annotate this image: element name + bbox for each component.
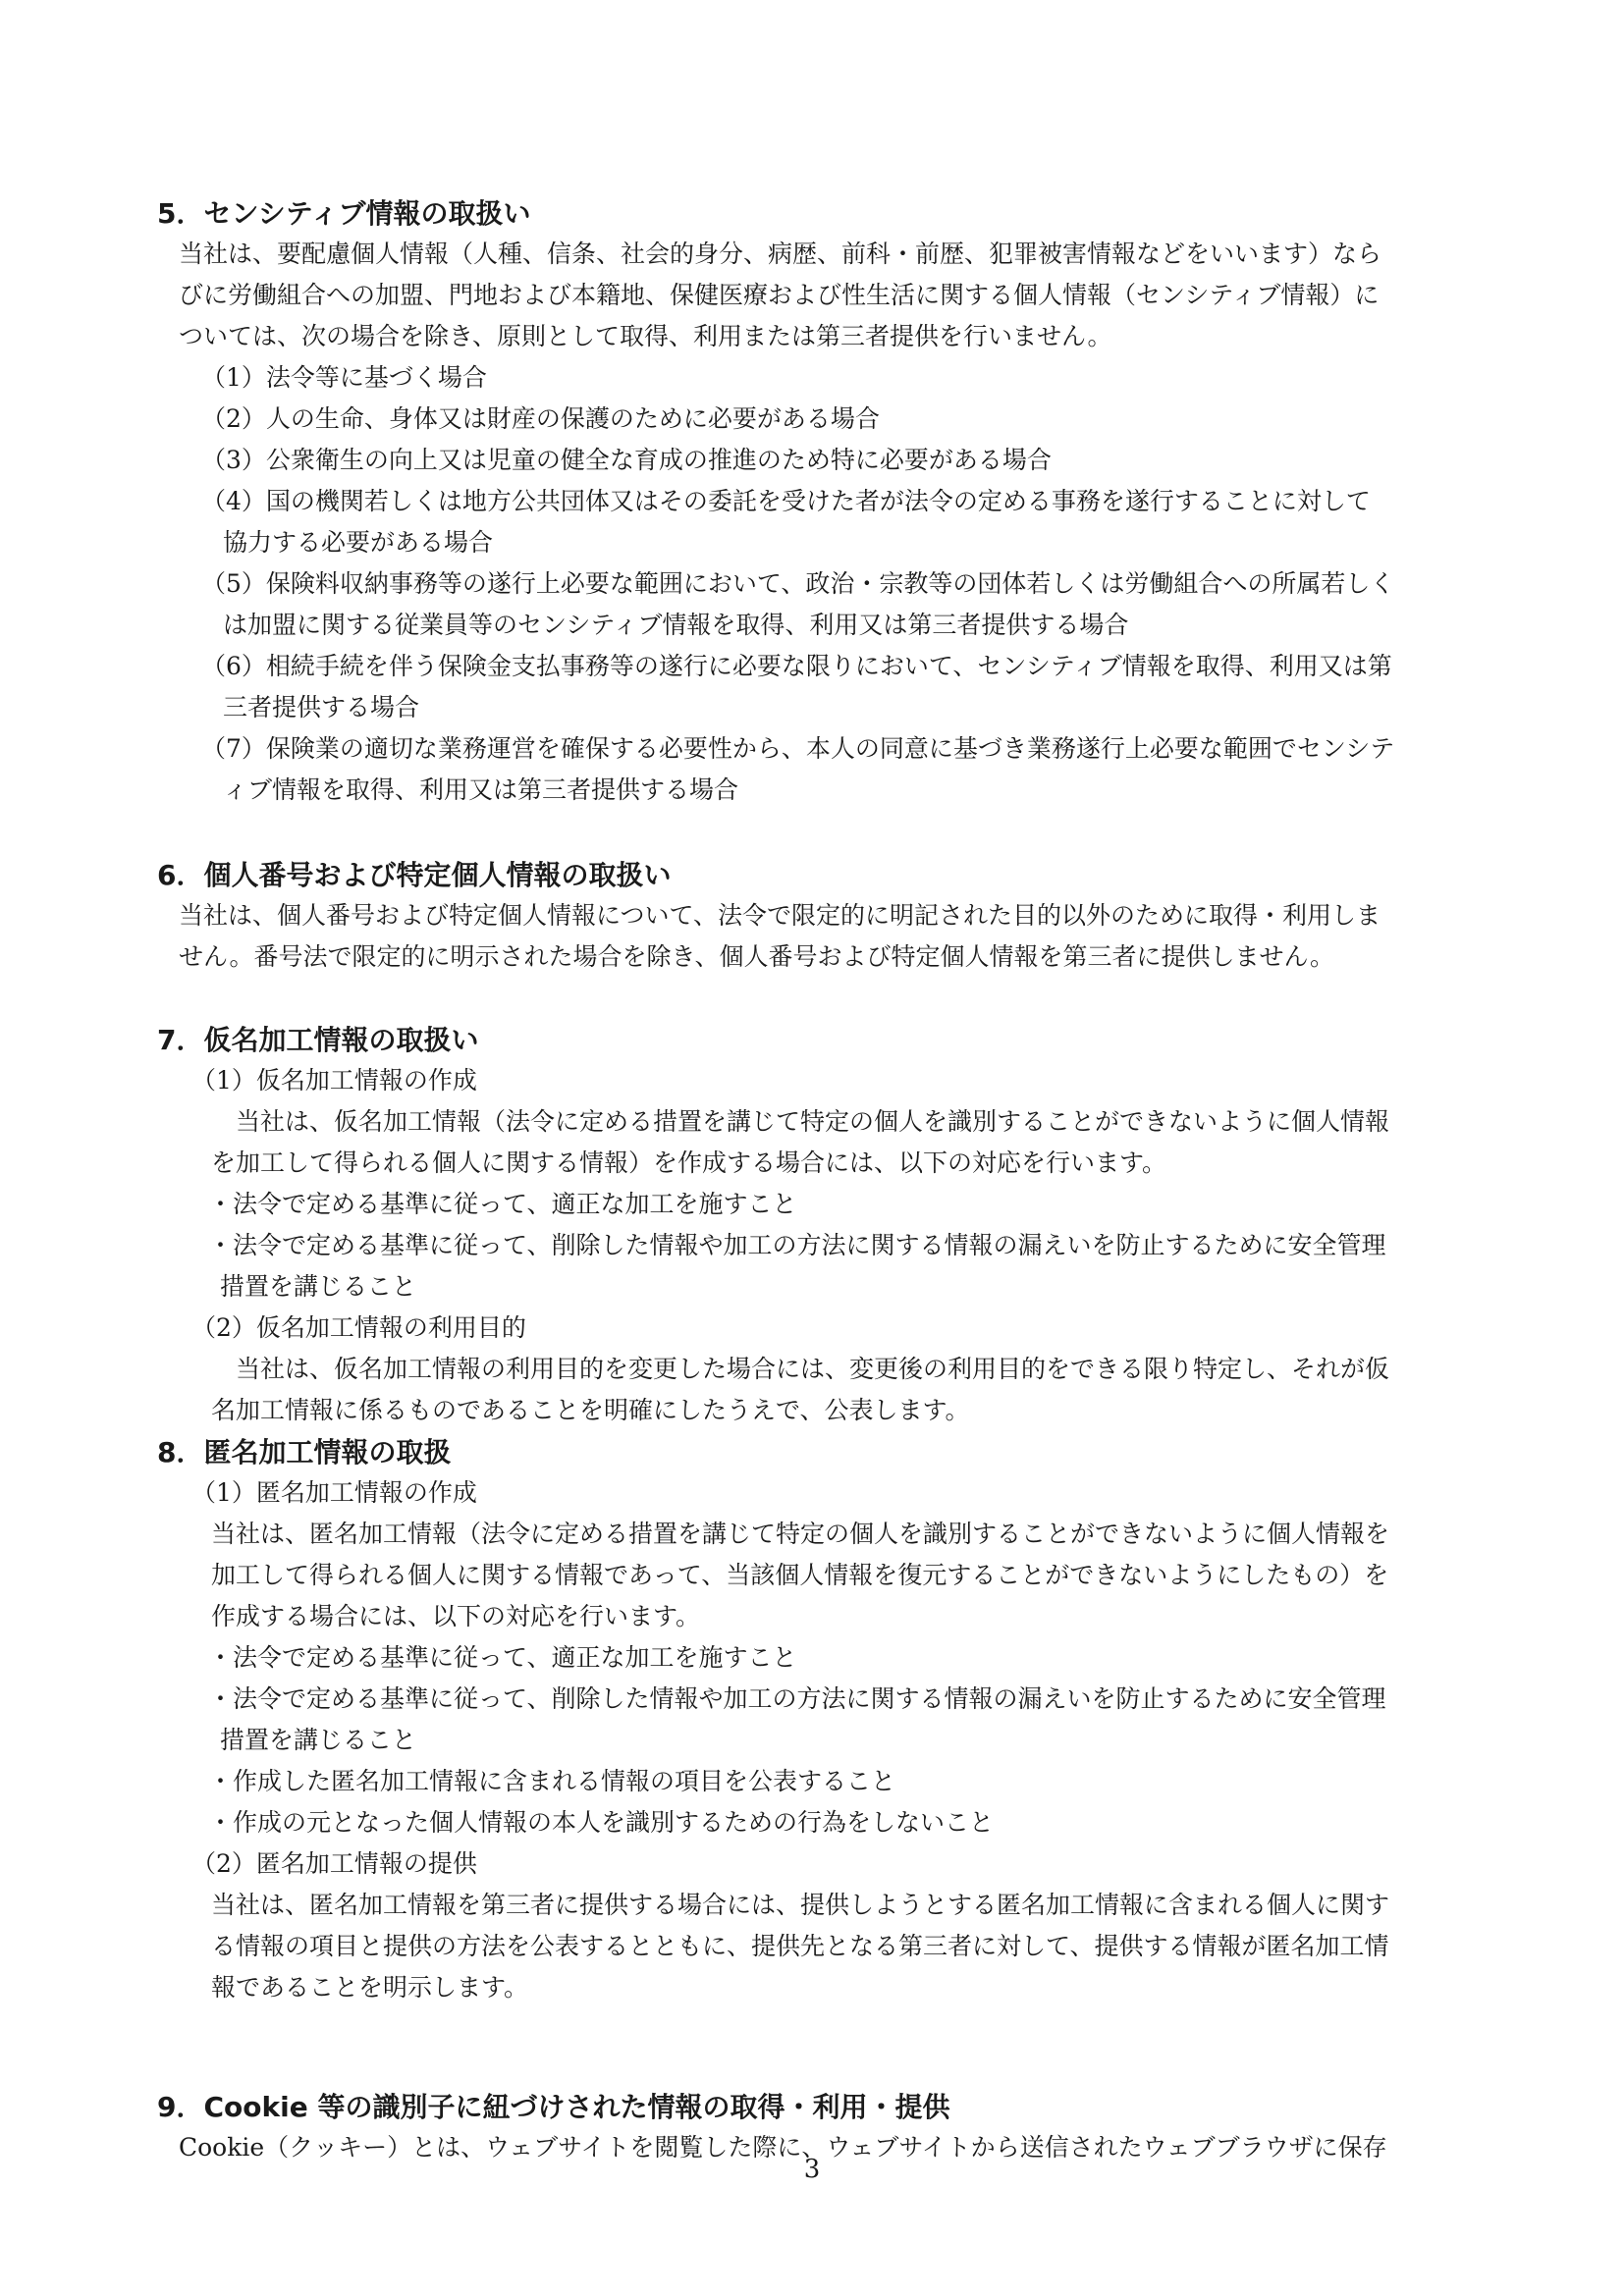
body-line: 当社は、仮名加工情報（法令に定める措置を講じて特定の個人を識別することができないように個人情報 [236,1107,1390,1136]
section-5-heading: 5．センシティブ情報の取扱い [157,197,531,230]
body-line: ついては、次の場合を除き、原則として取得、利用または第三者提供を行いません。 [179,322,1112,350]
list-item: （6）相続手続を伴う保険金支払事務等の遂行に必要な限りにおいて、センシティブ情報を取得、利用又は第 [201,652,1392,680]
bullet-item: ・作成した匿名加工情報に含まれる情報の項目を公表すること [208,1767,896,1795]
body-line: 報であることを明示します。 [211,1973,529,2002]
body-line: 当社は、匿名加工情報（法令に定める措置を講じて特定の個人を識別することができないように個人情報を [211,1520,1390,1548]
bullet-item-continuation: 措置を講じること [220,1272,417,1301]
subsection-title: （2）匿名加工情報の提供 [191,1849,477,1878]
bullet-item: ・法令で定める基準に従って、削除した情報や加工の方法に関する情報の漏えいを防止するために安全管理 [208,1684,1386,1713]
bullet-item: ・法令で定める基準に従って、適正な加工を施すこと [208,1190,797,1218]
body-line: 名加工情報に係るものであることを明確にしたうえで、公表します。 [211,1396,970,1424]
list-item: （1）法令等に基づく場合 [201,363,487,392]
list-item: （5）保険料収納事務等の遂行上必要な範囲において、政治・宗教等の団体若しくは労働組合への所属若しく [201,569,1395,598]
bullet-item: ・法令で定める基準に従って、適正な加工を施すこと [208,1643,797,1672]
page-number: 3 [803,2155,821,2184]
section-8-heading: 8．匿名加工情報の取扱 [157,1436,452,1468]
list-item-continuation: 三者提供する場合 [223,693,420,721]
list-item-continuation: ィブ情報を取得、利用又は第三者提供する場合 [223,775,739,804]
subsection-title: （2）仮名加工情報の利用目的 [191,1313,526,1342]
subsection-title: （1）匿名加工情報の作成 [191,1478,477,1507]
body-line: 当社は、要配慮個人情報（人種、信条、社会的身分、病歴、前科・前歴、犯罪被害情報などをいいます）なら [179,240,1382,268]
section-7-heading: 7．仮名加工情報の取扱い [157,1024,479,1056]
list-item-continuation: は加盟に関する従業員等のセンシティブ情報を取得、利用又は第三者提供する場合 [223,611,1129,639]
list-item: （3）公衆衛生の向上又は児童の健全な育成の推進のため特に必要がある場合 [201,446,1052,474]
body-line: 当社は、個人番号および特定個人情報について、法令で限定的に明記された目的以外のために取得・利用しま [179,901,1381,930]
body-line: Cookie（クッキー）とは、ウェブサイトを閲覧した際に、ウェブサイトから送信されたウェブブラウザに保存 [179,2133,1387,2162]
body-line: せん。番号法で限定的に明示された場合を除き、個人番号および特定個人情報を第三者に提供しません。 [179,942,1335,971]
subsection-title: （1）仮名加工情報の作成 [191,1066,477,1095]
body-line: る情報の項目と提供の方法を公表するとともに、提供先となる第三者に対して、提供する情報が匿名加工情 [211,1932,1389,1960]
body-line: 当社は、仮名加工情報の利用目的を変更した場合には、変更後の利用目的をできる限り特定し、それが仮 [236,1355,1390,1383]
body-line: を加工して得られる個人に関する情報）を作成する場合には、以下の対応を行います。 [211,1148,1167,1177]
list-item-continuation: 協力する必要がある場合 [223,528,494,557]
body-line: 作成する場合には、以下の対応を行います。 [211,1602,701,1630]
bullet-item: ・法令で定める基準に従って、削除した情報や加工の方法に関する情報の漏えいを防止するために安全管理 [208,1231,1386,1259]
list-item: （4）国の機関若しくは地方公共団体又はその委託を受けた者が法令の定める事務を遂行することに対して [201,487,1371,515]
body-line: 当社は、匿名加工情報を第三者に提供する場合には、提供しようとする匿名加工情報に含まれる個人に関す [211,1891,1390,1919]
list-item: （7）保険業の適切な業務運営を確保する必要性から、本人の同意に基づき業務遂行上必要な範囲でセンシテ [201,734,1395,763]
section-9-heading: 9．Cookie 等の識別子に紐づけされた情報の取得・利用・提供 [157,2091,950,2123]
bullet-item-continuation: 措置を講じること [220,1726,417,1754]
body-line: びに労働組合への加盟、門地および本籍地、保健医療および性生活に関する個人情報（センシティブ情報）に [179,281,1380,309]
bullet-item: ・作成の元となった個人情報の本人を識別するための行為をしないこと [208,1808,995,1837]
section-6-heading: 6．個人番号および特定個人情報の取扱い [157,859,672,891]
list-item: （2）人の生命、身体又は財産の保護のために必要がある場合 [201,404,880,433]
body-line: 加工して得られる個人に関する情報であって、当該個人情報を復元することができないようにしたもの）を [211,1561,1389,1589]
